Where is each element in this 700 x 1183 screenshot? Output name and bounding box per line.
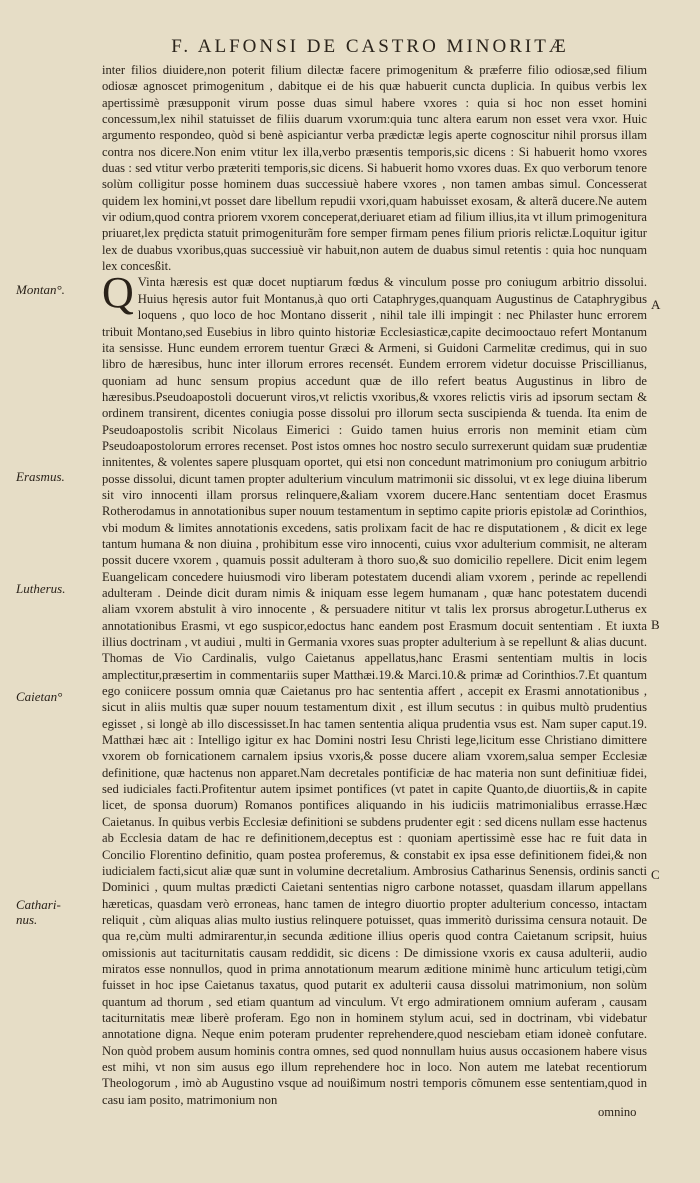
margin-note-erasmus: Erasmus. xyxy=(16,469,65,484)
catchword: omnino xyxy=(598,1105,637,1119)
margin-note-lutherus: Lutherus. xyxy=(16,581,66,596)
drop-cap-initial: Q xyxy=(102,268,134,318)
margin-letter-a: A xyxy=(651,297,661,312)
margin-letter-b: B xyxy=(651,617,660,632)
running-head: F. ALFONSI DE CASTRO MINORITÆ xyxy=(171,36,569,57)
paragraph-2 xyxy=(102,268,647,1108)
margin-note-montanus: Montan°. xyxy=(16,282,65,297)
margin-note-caietanus: Caietan° xyxy=(16,689,63,704)
margin-note-catharinus: Cathari- nus. xyxy=(16,897,61,927)
main-text-block xyxy=(102,62,647,1108)
paragraph-2-text: Vinta hæresis est quæ docet nuptiarum fœdus & vinculum posse pro coniugum arbitrio dissolui. Huius hęresis autor fuit Montanus,à quo orti Cataphryges,quanquam Augustinus de Cataphrygibus loquens , quo loco de hoc Montano disserit , nihil tale illi impingit : nec Philaster hunc errorem tribuit Montano,sed Eusebius in libro quinto historiæ Ecclesiasticæ,capite decimooctauo refert Montanum ita sensisse. Hunc eundem errorem tuentur Græci & Armeni, si Guidoni Carmelitæ credimus, qui in suo libro de hæresibus, hunc inter illorum errores recensét. Eundem errorem videtur docuisse Priscillianus, quoniam ad hunc sensum propius accedunt quæ de illo refert beatus Augustinus in libro de hæresibus.Pseudoapostoli docuerunt viros,vt relictis vxoribus,& vxores relictis viris ad ipsorum sectam & ordinem transirent, dicentes coniugia posse dissolui pro illorum secta suscipienda & tuenda. Ita enim de Pseudoapostolis scribit Nicolaus Eimerici : Guido tamen huius erroris non meminit etiam cùm Pseudoapostolorum errores recenset. Post istos omnes hoc nostro seculo surrexerunt quidam suæ prudentiæ innitentes, & volentes sapere plusquam oportet, qui etsi non concedunt matrimonium pro coniugum arbitrio posse dissolui, dicunt tamen propter adulterium vinculum matrimonii sic dissolui, vt ex lege diuina liberum sit viro innocenti illam prorsus relinquere,&aliam vxorem ducere.Hanc sententiam docet Erasmus Rotherodamus in annotationibus super nouum testamentum in septimo capite prioris epistolæ ad Corinthios, vbi modum & limites annotationis excedens, satis prolixam facit de hac re disputationem , & dicit ex lege tantum humana & non diuina , prohibitum esse viro innocenti, cuius vxor adulterium commisit, ne alteram possit ducere vxorem , quamuis possit adulteram à thoro suo,& suo domicilio repellere. Dicit enim legem Euangelicam concedere huiusmodi viro liberam potestatem ducendi aliam vxorem , perinde ac repellendi adulteram . Deinde dicit duram nimis & iniquam esse legem humanam , quæ hanc potestatem ducendi aliam vxorem abstulit à viro innocente , & persuadere nititur vt talis lex prorsus abrogetur.Lutherus ex annotationibus Erasmi, vt ego suspicor,edoctus hanc eandem post Erasmum docuit sententiam . Et iuxta illius doctrinam , vt audiui , multi in Germania vxores suas propter adulterium à se repellunt & alias ducunt. Thomas de Vio Cardinalis, vulgo Caietanus appellatus,hanc Erasmi sententiam multis in locis amplectitur,præsertim in commentariis super Matthæi.19.& Marci.10.& primæ ad Corinthios.7.Et quantum ego coniicere possum omnia quæ Caietanus pro hac sententia affert , accepit ex Erasmi annotationibus , sicut in aliis multis quæ super nouum testamentum dixit , est illum secutus : in quibus multò prudentius egisset , si longè ab illo discessisset.In hac tamen sententia aliqua prudentia vsus est. Nam super caput.19. Matthæi hæc ait : Intelligo igitur ex hac Domini nostri Iesu Christi lege,licitum esse Christiano dimittere vxorem ob fornicationem carnalem ipsius vxoris,& posse ducere aliam vxorem,salua semper Ecclesiæ definitione, quæ hactenus non apparet.Nam decretales pontificiæ de hac materia non sunt definitiuæ fidei, sed iudiciales facti.Profitentur autem ipsimet pontifices (vt patet in capite Quanto,de diuortiis,& in capite licet, de sponsa duorum) Romanos pontifices aliquando in his iudiciis matrimonialibus errasse.Hæc Caietanus. In quibus verbis Ecclesiæ definitioni se subdens prudenter egit : sed dicens nullam esse hactenus ab Ecclesia datam de hac re definitionem,deceptus est : quoniam apertissimè esse hac re fuit data in Concilio Florentino definitio, quam postea proferemus, & constabit ex ipsa esse definitionem fidei,& non iudicialem facti,sicut aliæ quæ sunt in volumine decretalium. Ambrosius Catharinus Senensis, ordinis sancti Dominici , quum multas prædicti Caietani sententias nigro carbone notasset, quasdam illarum appellans hæreticas, quasdam verò erroneas, hanc tamen de integro diuortio propter adulterium concesso, intactam reliquit , cùm aliquas alias multo iustius relinquere potuisset, quas immeritò durissima censura notauit. De qua re,cùm multi admirarentur,in secunda æditione illius operis quod contra Caietanum scripsit, huius omissionis aut taciturnitatis causam reddidit, sic dicens : De dimissione vxoris ex causa adulterii, audio miratos esse nonnullos, quod in prima annotationum mearum æditione minimè hunc articulum tetigi,cùm fuisset in hoc ipse Caietanus taxatus, quod putarit ex adulterii causa dissolui matrimonium, non solùm quantum ad thorum , sed etiam quantum ad vinculum. Vt ergo admirationem omnium auferam , causam taciturnitatis meæ liberè proferam. Ego non in hominem stylum acui, sed in doctrinam, vbi videbatur annotatione digna. Neque enim poteram prudenter reprehendere,quod nesciebam etiam idoneè confutare. Non quòd probem ausum hominis contra omnes, sed quod nonnullam huius ausus occasionem habere visus est mihi, vt non sim ausus ego illum reprehendere hoc in loco. Non autem me latebat recentiorum Theologorum , imò ab Augustino vsque ad nouißimum nostri temporis cõmunem esse sententiam,quod in casu iam posito, matrimonium non xyxy=(102,275,647,1107)
paragraph-1: inter filios diuidere,non poterit filium dilectæ facere primogenitum & præferre filio odiosæ,sed filium odiosæ agnoscet primogenitum , dabitque ei de his quæ habuerit cuncta duplicia. In quibus verbis lex apertissimè præsupponit virum posse duas simul habere vxores : quia si hoc non esset homini concessum,lex nihil statuisset de filiis duarum vxorum:quia tunc altera earum non esset vera vxor. Huic argumento respondeo, quòd si benè aspiciantur verba prædictæ legis aperte cognoscitur nihil prorsus illam contra nos dicere.Non enim vtitur lex illa,verbo præsentis temporis,sic dicens : Si habuerit homo vxores duas : sed vtitur verbo præteriti temporis,sic dicens. Si habuerit homo vxores duas. Ex quo verborum tenore solùm colligitur posse hominem duas successiuè habere vxores , non tamen ambas simul. Concesserat quidem lex homini,vt posset dare libellum repudii vxori,quam habuisset exosam, & alterã ducere.Ne autem vir odium,quod contra priorem vxorem conceperat,deriuaret etiam ad filium illius,ita vt illum primogenitura priuaret,lex prędicta statuit primogeniturãm fore semper firmam penes filium prioris relictæ.Loquitur igitur lex de duabus vxoribus,quas successiuè vir habuit,non autem de duabus simul retentis : quia hoc nunquam lex concesßit. xyxy=(102,63,647,274)
margin-letter-c: C xyxy=(651,867,660,882)
